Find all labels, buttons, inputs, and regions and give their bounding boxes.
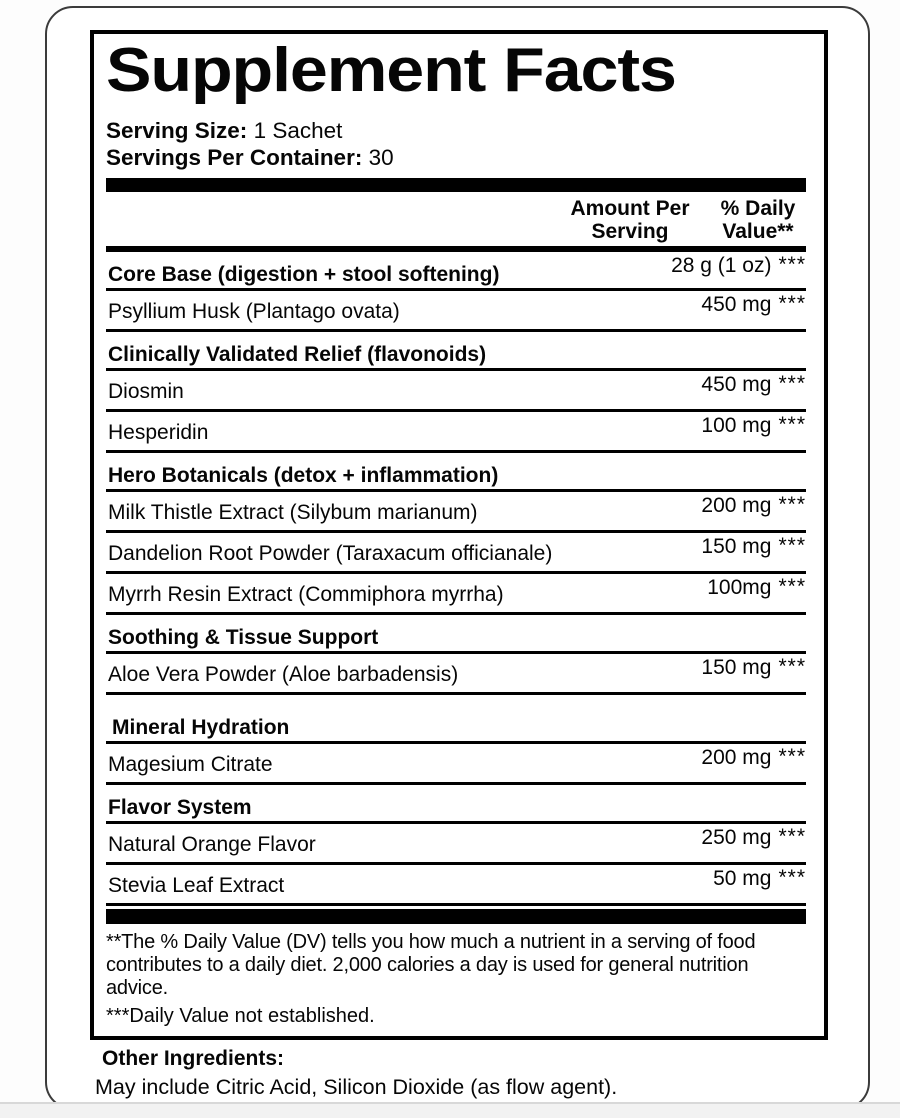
ingredient-name: Diosmin xyxy=(108,380,184,404)
ingredient-name: Natural Orange Flavor xyxy=(108,833,316,857)
section-name: Soothing & Tissue Support xyxy=(108,626,379,650)
table-row xyxy=(106,252,806,291)
daily-value-stars: *** xyxy=(778,745,806,769)
amount-per-serving-header: Amount Per Serving xyxy=(570,197,690,244)
ingredient-amount: 200 mg *** xyxy=(701,493,806,518)
table-row xyxy=(106,492,806,533)
ingredient-amount: 250 mg *** xyxy=(701,825,806,850)
serving-size-line xyxy=(106,117,806,144)
section-name: Clinically Validated Relief (flavonoids) xyxy=(108,343,487,367)
ingredient-amount: 200 mg *** xyxy=(701,745,806,770)
ingredient-name: Milk Thistle Extract (Silybum marianum) xyxy=(108,501,478,525)
table-row xyxy=(106,332,806,371)
panel-title: Supplement Facts xyxy=(106,36,676,105)
ingredient-amount: 28 g (1 oz) *** xyxy=(671,253,806,278)
daily-value-stars: *** xyxy=(778,655,806,679)
servings-per-container-line xyxy=(106,144,806,171)
table-row xyxy=(106,291,806,332)
ingredient-amount: 100 mg *** xyxy=(701,413,806,438)
daily-value-stars: *** xyxy=(778,292,806,316)
daily-value-stars: *** xyxy=(778,372,806,396)
supplement-facts-panel xyxy=(90,30,828,1040)
daily-value-stars: *** xyxy=(778,493,806,517)
daily-value-stars: *** xyxy=(778,575,806,599)
section-name: Mineral Hydration xyxy=(112,716,290,740)
table-row xyxy=(106,824,806,865)
column-headers xyxy=(106,192,806,246)
table-row xyxy=(106,865,806,906)
table-row xyxy=(106,654,806,695)
ingredient-name: Myrrh Resin Extract (Commiphora myrrha) xyxy=(108,583,504,607)
section-name: Flavor System xyxy=(108,796,252,820)
section-name: Hero Botanicals (detox + inflammation) xyxy=(108,464,499,488)
table-row xyxy=(106,744,806,785)
ingredient-amount: 150 mg *** xyxy=(701,534,806,559)
table-row xyxy=(106,695,806,744)
daily-value-stars: *** xyxy=(778,253,806,277)
table-row xyxy=(106,615,806,654)
ingredient-name: Aloe Vera Powder (Aloe barbadensis) xyxy=(108,663,459,687)
ingredient-amount: 100mg *** xyxy=(707,575,806,600)
dv-not-established-footnote: ***Daily Value not established. xyxy=(106,1005,375,1028)
table-row xyxy=(106,574,806,615)
table-row xyxy=(106,371,806,412)
label-card xyxy=(45,6,870,1110)
ingredient-name: Magesium Citrate xyxy=(108,753,273,777)
daily-value-stars: *** xyxy=(778,825,806,849)
table-row xyxy=(106,412,806,453)
daily-value-footnote: **The % Daily Value (DV) tells you how much a nutrient in a serving of food contributes to a daily diet. 2,000 calories a day is used for general nutrition advice. xyxy=(106,931,756,1000)
serving-info xyxy=(106,117,806,171)
table-row xyxy=(106,453,806,492)
other-ingredients-value: May include Citric Acid, Silicon Dioxide (as flow agent). xyxy=(95,1075,618,1100)
ingredient-amount: 450 mg *** xyxy=(701,372,806,397)
servings-per-container-value: 30 xyxy=(368,145,394,171)
table-row xyxy=(106,533,806,574)
table-row xyxy=(106,785,806,824)
other-ingredients-label: Other Ingredients: xyxy=(102,1047,285,1071)
ingredient-table xyxy=(106,252,806,906)
daily-value-stars: *** xyxy=(778,413,806,437)
other-ingredients-section xyxy=(95,1047,828,1100)
ingredient-name: Hesperidin xyxy=(108,421,209,445)
daily-value-stars: *** xyxy=(778,866,806,890)
ingredient-amount: 50 mg *** xyxy=(713,866,806,891)
section-name: Core Base (digestion + stool softening) xyxy=(108,263,500,287)
ingredient-name: Dandelion Root Powder (Taraxacum officianale) xyxy=(108,542,553,566)
serving-size-value: 1 Sachet xyxy=(253,118,343,144)
ingredient-amount: 150 mg *** xyxy=(701,655,806,680)
divider-thick-bottom xyxy=(106,909,806,924)
ingredient-name: Stevia Leaf Extract xyxy=(108,874,285,898)
daily-value-header: % Daily Value** xyxy=(720,197,796,244)
page-bottom-strip xyxy=(0,1102,900,1118)
serving-size-label: Serving Size: xyxy=(106,118,248,144)
daily-value-stars: *** xyxy=(778,534,806,558)
ingredient-name: Psyllium Husk (Plantago ovata) xyxy=(108,300,400,324)
ingredient-amount: 450 mg *** xyxy=(701,292,806,317)
divider-thick-top xyxy=(106,178,806,192)
servings-per-container-label: Servings Per Container: xyxy=(106,145,363,171)
